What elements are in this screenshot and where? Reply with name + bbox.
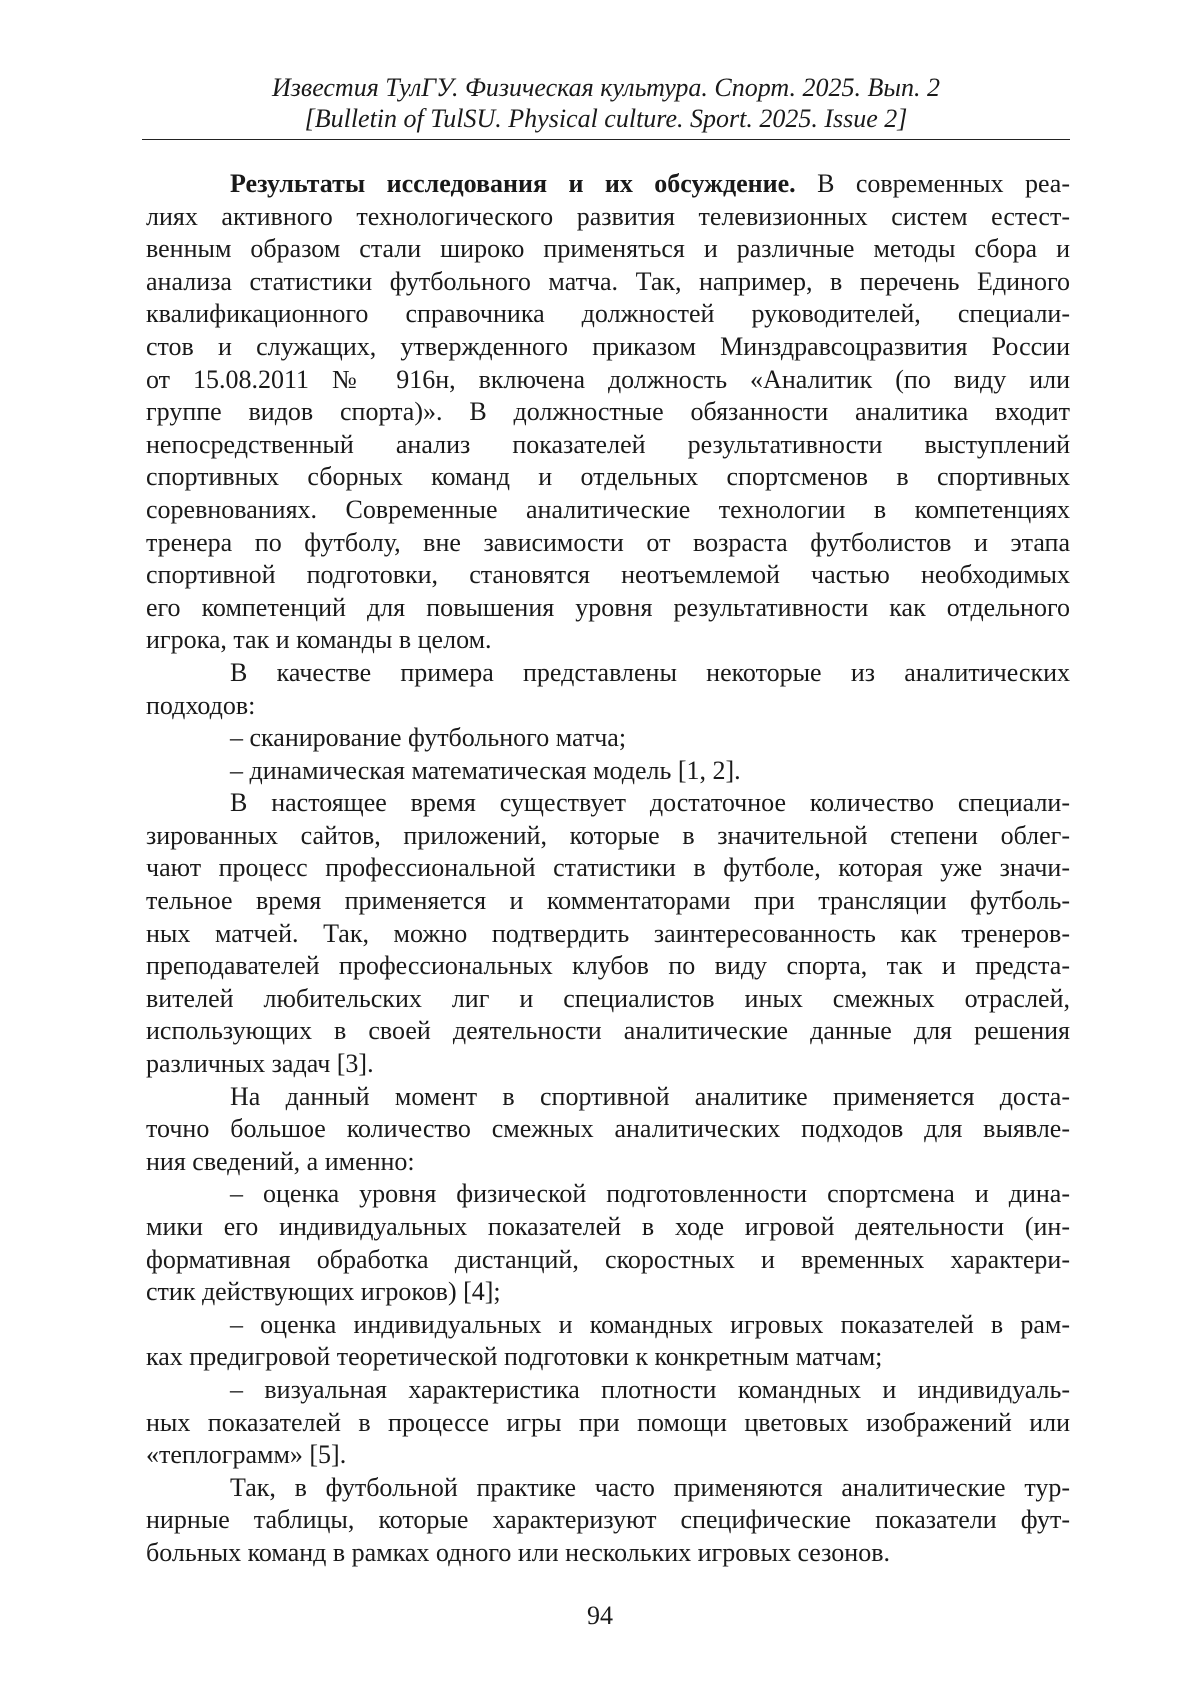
header-english: [Bulletin of TulSU. Physical culture. Sport. 2025. Issue 2] <box>304 104 908 133</box>
body-line: стик действующих игроков) [4]; <box>146 1277 501 1307</box>
list-item: – оценка индивидуальных и командных игровых показателей в рам- <box>230 1309 1070 1339</box>
body-line: тельное время применяется и комментаторами при трансляции футболь- <box>146 886 1070 916</box>
body-line: точно большое количество смежных аналитических подходов для выявле- <box>146 1114 1070 1144</box>
body-line: лиях активного технологического развития телевизионных систем естест- <box>146 201 1070 231</box>
header-rule <box>142 139 1070 140</box>
body-line: вителей любительских лиг и специалистов иных смежных отраслей, <box>146 983 1070 1013</box>
body-line: формативная обработка дистанций, скоростных и временных характери- <box>146 1244 1070 1274</box>
body-line: использующих в своей деятельности аналитические данные для решения <box>146 1016 1070 1046</box>
body-line: спортивных сборных команд и отдельных спортсменов в спортивных <box>146 462 1070 492</box>
article-body <box>146 168 1070 1570</box>
body-line: ках предигровой теоретической подготовки к конкретным матчам; <box>146 1342 883 1372</box>
body-line: различных задач [3]. <box>146 1049 374 1079</box>
body-line: от 15.08.2011 № 916н, включена должность «Аналитик (по виду или <box>146 364 1070 394</box>
body-line: группе видов спорта)». В должностные обязанности аналитика входит <box>146 397 1070 427</box>
body-line: мики его индивидуальных показателей в ходе игровой деятельности (ин- <box>146 1212 1070 1241</box>
body-line: чают процесс профессиональной статистики в футболе, которая уже значи- <box>146 853 1070 883</box>
body-line: ния сведений, а именно: <box>146 1146 415 1176</box>
body-line: ных показателей в процессе игры при помощи цветовых изображений или <box>146 1407 1070 1437</box>
body-line: спортивной подготовки, становятся неотъемлемой частью необходимых <box>146 560 1070 590</box>
body-line: На данный момент в спортивной аналитике применяется доста- <box>230 1081 1070 1111</box>
body-line: венным образом стали широко применяться и различные методы сбора и <box>146 234 1070 264</box>
body-line: больных команд в рамках одного или нескольких игровых сезонов. <box>146 1537 890 1567</box>
body-line: игрока, так и команды в целом. <box>146 625 492 655</box>
section-heading: Результаты исследования и их обсуждение. <box>230 169 796 198</box>
body-line: В настоящее время существует достаточное количество специали- <box>230 788 1070 818</box>
header-russian: Известия ТулГУ. Физическая культура. Спорт. 2025. Вып. 2 <box>271 73 940 102</box>
running-header <box>142 72 1070 134</box>
body-line: ных матчей. Так, можно подтвердить заинтересованность как тренеров- <box>146 918 1070 948</box>
body-line: соревнованиях. Современные аналитические технологии в компетенциях <box>146 494 1070 524</box>
body-line: «теплограмм» [5]. <box>146 1440 347 1470</box>
body-line: непосредственный анализ показателей результативности выступлений <box>146 429 1070 459</box>
body-line: анализа статистики футбольного матча. Так, например, в перечень Единого <box>146 266 1070 296</box>
body-line: нирные таблицы, которые характеризуют специфические показатели фут- <box>146 1505 1070 1535</box>
page-number: 94 <box>587 1601 613 1630</box>
body-line: В качестве примера представлены некоторые из аналитических <box>230 657 1070 687</box>
list-item: – оценка уровня физической подготовленности спортсмена и дина- <box>230 1179 1070 1209</box>
body-line: стов и служащих, утвержденного приказом Минздравсоцразвития России <box>146 331 1070 361</box>
body-line: зированных сайтов, приложений, которые в значительной степени облег- <box>146 820 1070 850</box>
list-item: – сканирование футбольного матча; <box>230 723 627 753</box>
body-line: подходов: <box>146 690 256 720</box>
body-line-text: В современных реа- <box>795 169 1070 198</box>
list-item: – визуальная характеристика плотности командных и индивидуаль- <box>230 1374 1070 1404</box>
body-line <box>146 168 1070 201</box>
body-line: преподавателей профессиональных клубов по виду спорта, так и предста- <box>146 951 1070 981</box>
body-line: тренера по футболу, вне зависимости от возраста футболистов и этапа <box>146 527 1070 557</box>
list-item: – динамическая математическая модель [1, 2]. <box>230 755 741 785</box>
body-line: его компетенций для повышения уровня результативности как отдельного <box>146 592 1070 622</box>
body-line: квалификационного справочника должностей руководителей, специали- <box>146 299 1070 329</box>
body-line: Так, в футбольной практике часто применяются аналитические тур- <box>230 1472 1070 1502</box>
